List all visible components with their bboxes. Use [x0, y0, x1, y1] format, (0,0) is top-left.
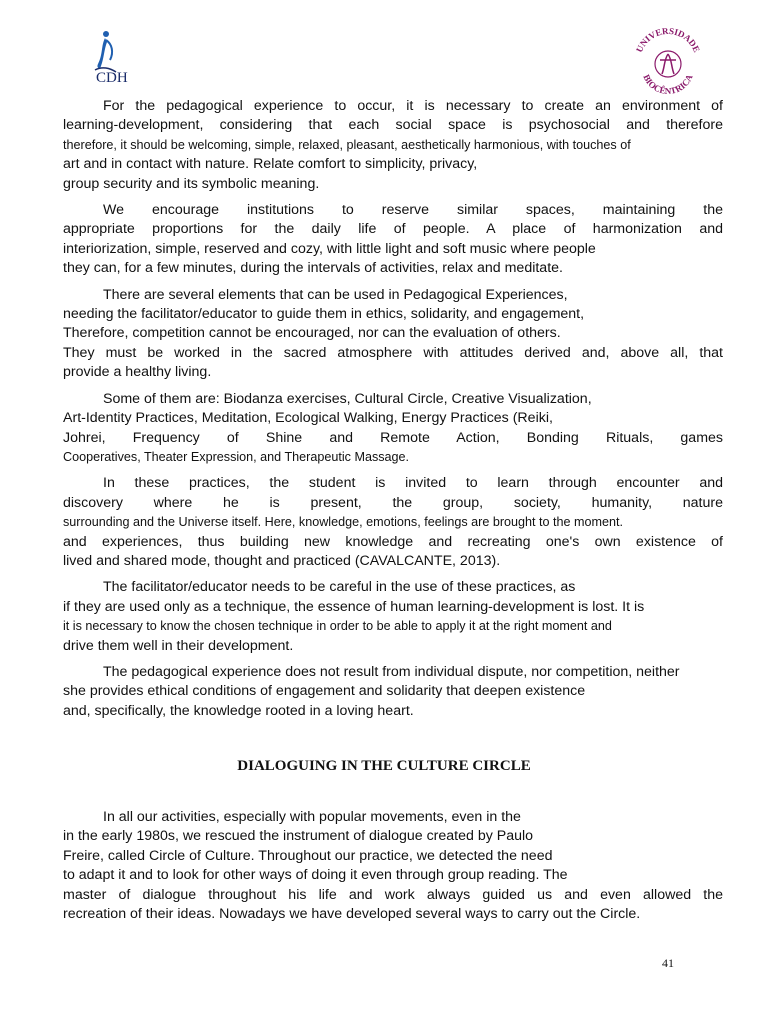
- svg-text:UNIVERSIDADE: [634, 26, 702, 54]
- university-seal-icon: [628, 22, 708, 98]
- text-line: The pedagogical experience does not result from individual dispute, nor competition, neither: [103, 663, 680, 680]
- text-line: Art-Identity Practices, Meditation, Ecological Walking, Energy Practices (Reiki,: [63, 410, 553, 427]
- section-heading: DIALOGUING IN THE CULTURE CIRCLE: [237, 758, 531, 774]
- body-text: [63, 97, 723, 721]
- text-line: They must be worked in the sacred atmosphere with attitudes derived and, above all, that: [63, 344, 723, 361]
- text-line: interiorization, simple, reserved and cozy, with little light and soft music where people: [63, 240, 596, 257]
- section-body-text: [63, 808, 723, 924]
- cdh-logo: [90, 30, 170, 94]
- text-line: Johrei, Frequency of Shine and Remote Action, Bonding Rituals, games: [63, 429, 723, 446]
- paragraph-gap: [63, 656, 723, 663]
- paragraph-gap: [63, 194, 723, 201]
- text-line: discovery where he is present, the group, society, humanity, nature: [63, 494, 723, 511]
- text-line: and experiences, thus building new knowledge and recreating one's own existence of: [63, 533, 723, 550]
- text-line: master of dialogue throughout his life and work always guided us and even allowed the: [63, 886, 723, 903]
- text-line: surrounding and the Universe itself. Here, knowledge, emotions, feelings are brought to the moment.: [63, 515, 624, 530]
- text-line: There are several elements that can be used in Pedagogical Experiences,: [103, 286, 568, 303]
- text-line: recreation of their ideas. Nowadays we have developed several ways to carry out the Circle.: [63, 906, 641, 923]
- text-line: For the pedagogical experience to occur, it is necessary to create an environment of: [103, 98, 723, 114]
- text-line: and, specifically, the knowledge rooted in a loving heart.: [63, 702, 414, 719]
- text-line: she provides ethical conditions of engagement and solidarity that deepen existence: [63, 683, 586, 700]
- text-line: to adapt it and to look for other ways of doing it even through group reading. The: [63, 867, 568, 884]
- text-line: In all our activities, especially with popular movements, even in the: [103, 809, 521, 825]
- text-line: therefore, it should be welcoming, simple, relaxed, pleasant, aesthetically harmonious, with touches of: [63, 137, 631, 152]
- cdh-logo-text: CDH: [96, 70, 128, 86]
- text-line: In these practices, the student is invited to learn through encounter and: [103, 475, 723, 492]
- text-line: it is necessary to know the chosen technique in order to be able to apply it at the right moment and: [63, 619, 612, 634]
- cdh-dancer-logo-icon: [92, 30, 122, 74]
- text-line: appropriate proportions for the daily life of people. A place of harmonization and: [63, 221, 723, 238]
- paragraph-gap: [63, 279, 723, 286]
- text-line: We encourage institutions to reserve similar spaces, maintaining the: [103, 202, 723, 219]
- universidade-biocentrica-logo: [628, 22, 708, 98]
- paragraph-gap: [63, 383, 723, 390]
- text-line: Some of them are: Biodanza exercises, Cultural Circle, Creative Visualization,: [103, 390, 592, 407]
- text-line: learning-development, considering that each social space is psychosocial and therefore: [63, 117, 723, 134]
- text-line: needing the facilitator/educator to guide them in ethics, solidarity, and engagement,: [63, 306, 585, 323]
- text-line: drive them well in their development.: [63, 637, 294, 654]
- text-line: The facilitator/educator needs to be careful in the use of these practices, as: [103, 579, 576, 596]
- text-line: if they are used only as a technique, the essence of human learning-development is lost. It is: [63, 598, 645, 615]
- text-line: in the early 1980s, we rescued the instrument of dialogue created by Paulo: [63, 828, 534, 845]
- text-line: group security and its symbolic meaning.: [63, 175, 320, 192]
- seal-bottom-text: BIOCÊNTRICA: [641, 72, 695, 97]
- text-line: Therefore, competition cannot be encouraged, nor can the evaluation of others.: [63, 325, 561, 342]
- page-number: 41: [662, 956, 674, 970]
- paragraph-gap: [63, 467, 723, 474]
- svg-text:BIOCÊNTRICA: [641, 72, 695, 96]
- text-line: Cooperatives, Theater Expression, and Therapeutic Massage.: [63, 449, 410, 464]
- text-line: Freire, called Circle of Culture. Throughout our practice, we detected the need: [63, 847, 553, 864]
- text-line: provide a healthy living.: [63, 364, 212, 381]
- text-line: they can, for a few minutes, during the intervals of activities, relax and meditate.: [63, 260, 563, 277]
- paragraph-gap: [63, 571, 723, 578]
- text-line: art and in contact with nature. Relate comfort to simplicity, privacy,: [63, 156, 478, 173]
- text-line: lived and shared mode, thought and practiced (CAVALCANTE, 2013).: [63, 552, 501, 569]
- seal-top-text: UNIVERSIDADE: [634, 25, 702, 54]
